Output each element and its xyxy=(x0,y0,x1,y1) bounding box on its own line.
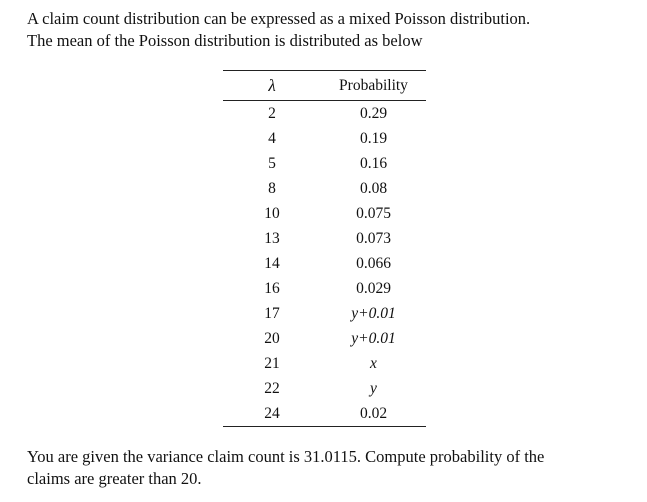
table-row xyxy=(223,376,426,401)
lambda-cell: 8 xyxy=(268,179,276,197)
lambda-cell: 13 xyxy=(264,229,280,247)
lambda-column-header: λ xyxy=(268,75,276,95)
probability-cell: 0.073 xyxy=(356,229,391,247)
lambda-cell: 4 xyxy=(268,129,276,147)
table-row xyxy=(223,151,426,176)
question-line-1: You are given the variance claim count is 31.0115. Compute probability of the xyxy=(27,447,545,466)
table-row xyxy=(223,251,426,276)
probability-cell: 0.066 xyxy=(356,254,391,272)
lambda-cell: 22 xyxy=(264,379,280,397)
probability-cell: 0.08 xyxy=(359,179,388,197)
table-row xyxy=(223,351,426,376)
table-row xyxy=(223,101,426,127)
table-header-row xyxy=(223,71,426,101)
probability-cell: 0.075 xyxy=(356,204,391,222)
lambda-cell: 21 xyxy=(264,354,280,372)
probability-cell: 0.16 xyxy=(359,154,388,172)
probability-cell: x xyxy=(370,354,377,372)
lambda-cell: 17 xyxy=(264,304,280,322)
table-row xyxy=(223,301,426,326)
question-line-2: claims are greater than 20. xyxy=(27,469,202,488)
table-row xyxy=(223,226,426,251)
table-row xyxy=(223,201,426,226)
probability-cell: y+0.01 xyxy=(351,329,396,347)
intro-line-1: A claim count distribution can be expressed as a mixed Poisson distribution. xyxy=(27,9,531,28)
probability-cell: 0.029 xyxy=(356,279,391,297)
table-row xyxy=(223,126,426,151)
table-row xyxy=(223,401,426,427)
problem-intro xyxy=(27,8,637,52)
table-row xyxy=(223,176,426,201)
lambda-cell: 2 xyxy=(268,104,276,122)
table-row xyxy=(223,326,426,351)
lambda-cell: 16 xyxy=(264,279,280,297)
probability-cell: 0.19 xyxy=(359,129,388,147)
probability-column-header: Probability xyxy=(339,76,408,94)
lambda-cell: 14 xyxy=(264,254,280,272)
lambda-cell: 5 xyxy=(268,154,276,172)
lambda-distribution-table xyxy=(223,70,426,427)
lambda-cell: 10 xyxy=(264,204,280,222)
intro-line-2: The mean of the Poisson distribution is distributed as below xyxy=(27,31,423,50)
probability-cell: 0.02 xyxy=(359,404,388,422)
lambda-cell: 24 xyxy=(264,404,280,422)
problem-question xyxy=(27,446,637,490)
table-row xyxy=(223,276,426,301)
probability-cell: y+0.01 xyxy=(351,304,396,322)
lambda-cell: 20 xyxy=(264,329,280,347)
probability-cell: 0.29 xyxy=(359,104,388,122)
probability-cell: y xyxy=(370,379,377,397)
